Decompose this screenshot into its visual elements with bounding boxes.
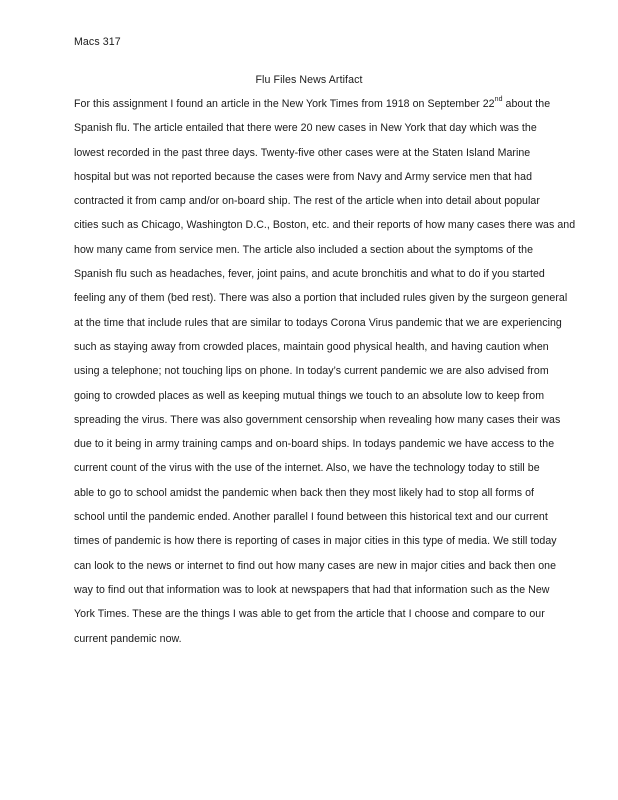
body-line-text: can look to the news or internet to find out how many cases are new in major cities and back then one bbox=[74, 559, 557, 572]
body-line-text: current count of the virus with the use of the internet. Also, we have the technology today to still be bbox=[74, 462, 540, 475]
body-line bbox=[74, 165, 544, 189]
body-line bbox=[74, 529, 557, 553]
body-line-text: able to go to school amidst the pandemic when back then they most likely had to stop all forms of bbox=[74, 486, 535, 499]
body-line bbox=[74, 311, 562, 335]
body-line-text: York Times. These are the things I was able to get from the article that I choose and compare to our bbox=[74, 608, 545, 621]
body-line bbox=[74, 116, 544, 140]
body-line bbox=[74, 384, 544, 408]
body-line-text: current pandemic now. bbox=[74, 632, 182, 645]
body-line-text: Spanish flu such as headaches, fever, joint pains, and acute bronchitis and what to do if you started bbox=[74, 268, 545, 281]
body-line-text: way to find out that information was to look at newspapers that had that information such as the New bbox=[74, 583, 550, 596]
ordinal-superscript: nd bbox=[494, 96, 503, 104]
body-line-text: school until the pandemic ended. Another parallel I found between this historical text and our current bbox=[74, 511, 548, 524]
body-line-text: For this assignment I found an article in the New York Times from 1918 on September 22 bbox=[74, 98, 495, 110]
body-line bbox=[74, 286, 568, 310]
body-line bbox=[74, 578, 550, 602]
body-line-text: using a telephone; not touching lips on phone. In today’s current pandemic we are also advised from bbox=[74, 365, 549, 378]
body-line-text: at the time that include rules that are similar to todays Corona Virus pandemic that we are experiencing bbox=[74, 316, 562, 329]
body-line bbox=[74, 505, 548, 529]
body-line bbox=[74, 238, 544, 262]
body-line-text: spreading the virus. There was also government censorship when revealing how many cases their was bbox=[74, 413, 561, 426]
page-header: Macs 317 bbox=[74, 36, 121, 48]
body-line bbox=[74, 432, 555, 456]
body-line bbox=[74, 602, 544, 626]
document-body bbox=[74, 92, 576, 651]
body-line-text: feeling any of them (bed rest). There was also a portion that included rules given by the surgeon general bbox=[74, 292, 568, 305]
body-line-text: lowest recorded in the past three days. Twenty-five other cases were at the Staten Island Marine bbox=[74, 146, 531, 159]
body-line-text: due to it being in army training camps and on-board ships. In todays pandemic we have access to the bbox=[74, 438, 555, 451]
body-line-text: cities such as Chicago, Washington D.C., Boston, etc. and their reports of how many cases there was and bbox=[74, 219, 576, 232]
body-line-text: times of pandemic is how there is reporting of cases in major cities in this type of media. We still today bbox=[74, 535, 557, 548]
body-line bbox=[74, 213, 576, 237]
body-line bbox=[74, 262, 544, 286]
body-line-text: how many came from service men. The article also included a section about the symptoms of the bbox=[74, 243, 534, 256]
body-line bbox=[74, 408, 561, 432]
body-line bbox=[74, 335, 549, 359]
body-line bbox=[74, 359, 549, 383]
body-line bbox=[74, 92, 551, 116]
body-line-text: Spanish flu. The article entailed that there were 20 new cases in New York that day which was the bbox=[74, 122, 537, 135]
body-line bbox=[74, 627, 544, 651]
body-line-text: hospital but was not reported because the cases were from Navy and Army service men that had bbox=[74, 170, 533, 183]
document-title: Flu Files News Artifact bbox=[255, 74, 363, 86]
body-line-text: such as staying away from crowded places, maintain good physical health, and having caution when bbox=[74, 340, 549, 353]
body-line-text-continued: about the bbox=[502, 98, 551, 110]
body-line bbox=[74, 481, 544, 505]
body-line-text: contracted it from camp and/or on-board ship. The rest of the article when into detail about popular bbox=[74, 195, 540, 208]
body-line bbox=[74, 189, 544, 213]
body-line bbox=[74, 141, 544, 165]
body-line-text: going to crowded places as well as keeping mutual things we touch to an absolute low to keep from bbox=[74, 389, 545, 402]
body-line bbox=[74, 456, 544, 480]
body-line bbox=[74, 554, 557, 578]
